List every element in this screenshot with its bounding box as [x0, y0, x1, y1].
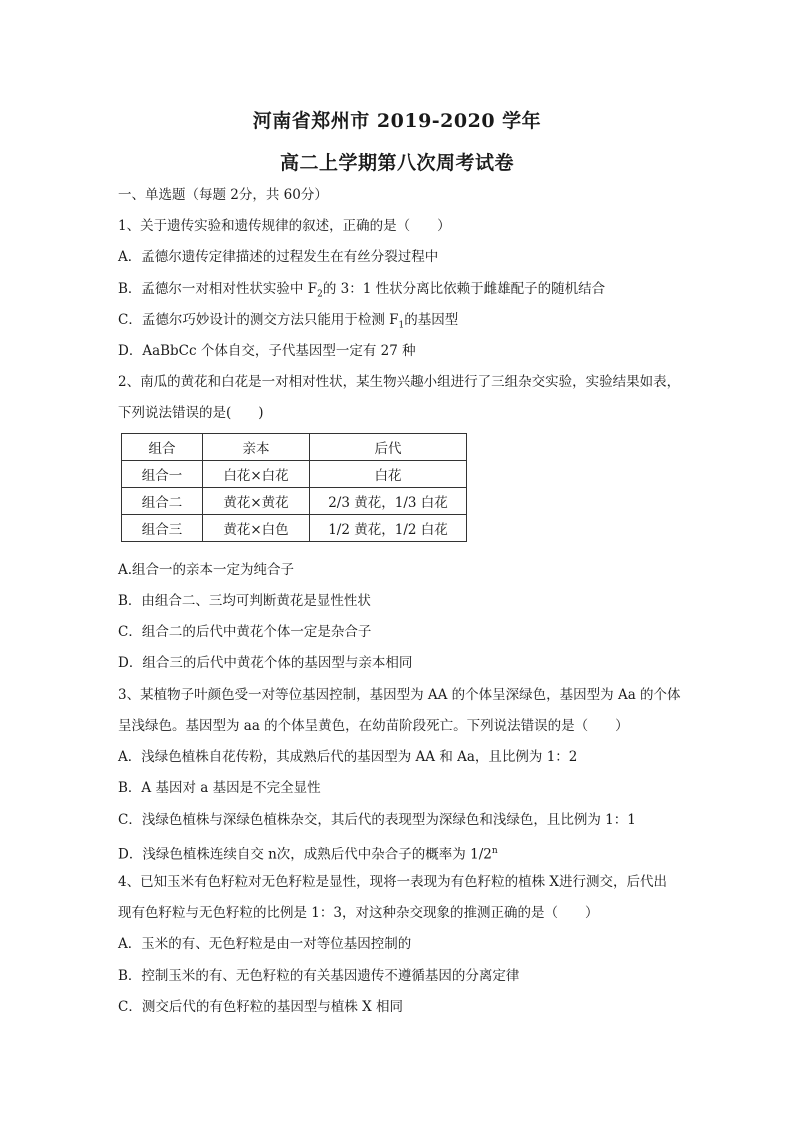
q1-option-b-pre: B．孟德尔一对相对性状实验中 F: [118, 281, 318, 297]
table-cell: 组合二: [122, 488, 203, 515]
table-cell: 组合一: [122, 461, 203, 488]
q1-option-c: [118, 311, 458, 335]
table-cell: 白花×白花: [203, 461, 310, 488]
table-cell: 黄花×白色: [203, 515, 310, 542]
table-cell: 1/2 黄花，1/2 白花: [310, 515, 467, 542]
q1-option-d: D．AaBbCc 个体自交，子代基因型一定有 27 种: [118, 343, 416, 359]
q1-option-b-post: 的 3：1 性状分离比依赖于雌雄配子的随机结合: [322, 281, 606, 297]
q4-option-b: B．控制玉米的有、无色籽粒的有关基因遗传不遵循基因的分离定律: [118, 968, 520, 984]
table-cell: 2/3 黄花，1/3 白花: [310, 488, 467, 515]
q1-option-c-post: 的基因型: [404, 312, 459, 328]
q4-option-c: C．测交后代的有色籽粒的基因型与植株 X 相同: [118, 999, 404, 1015]
q3-stem-line-2: 呈浅绿色。基因型为 aa 的个体呈黄色，在幼苗阶段死亡。下列说法错误的是（ ）: [118, 718, 629, 734]
q3-option-d-pre: D．浅绿色植株连续自交 n次，成熟后代中杂合子的概率为 1/2: [118, 846, 492, 863]
table-cell: 组合三: [122, 515, 203, 542]
table-cell: 白花: [310, 461, 467, 488]
q1-option-b-sub: 2: [317, 289, 323, 300]
q3-stem-line-1: 3、某植物子叶颜色受一对等位基因控制，基因型为 AA 的个体呈深绿色，基因型为 Aa 的个体: [118, 687, 681, 703]
q2-option-a: A.组合一的亲本一定为纯合子: [118, 562, 295, 578]
q2-option-b: B．由组合二、三均可判断黄花是显性性状: [118, 593, 371, 609]
q4-option-a: A．玉米的有、无色籽粒是由一对等位基因控制的: [118, 936, 412, 952]
q2-cross-table: [121, 433, 467, 542]
table-header-row: [122, 434, 467, 461]
table-header-cell: 后代: [310, 434, 467, 461]
q1-option-a: A．孟德尔遗传定律描述的过程发生在有丝分裂过程中: [118, 249, 439, 265]
q1-option-b: [118, 280, 605, 304]
q3-option-d-sup: n: [491, 846, 498, 856]
table-header-cell: 亲本: [203, 434, 310, 461]
q1-option-c-sub: 1: [398, 320, 405, 331]
q4-stem-line-2: 现有色籽粒与无色籽粒的比例是 1：3，对这种杂交现象的推测正确的是（ ）: [118, 905, 599, 921]
q2-option-c: C．组合二的后代中黄花个体一定是杂合子: [118, 624, 372, 640]
q1-option-c-pre: C．孟德尔巧妙设计的测交方法只能用于检测 F: [118, 312, 399, 328]
q4-stem-line-1: 4、已知玉米有色籽粒对无色籽粒是显性，现将一表现为有色籽粒的植株 X进行测交，后代出: [118, 874, 667, 890]
q3-option-c: C．浅绿色植株与深绿色植株杂交，其后代的表现型为深绿色和浅绿色，且比例为 1：1: [118, 812, 636, 828]
q3-option-d: [118, 842, 498, 864]
exam-title-line-2: 高二上学期第八次周考试卷: [279, 152, 514, 174]
table-row: [122, 488, 467, 515]
q3-option-a: A．浅绿色植株自花传粉，其成熟后代的基因型为 AA 和 Aa，且比例为 1：2: [118, 749, 578, 765]
q2-option-d: D．组合三的后代中黄花个体的基因型与亲本相同: [118, 655, 413, 671]
q2-stem-line-2: 下列说法错误的是( ): [118, 405, 264, 421]
table-row: [122, 515, 467, 542]
exam-title-line-1: 河南省郑州市 2019-2020 学年: [252, 110, 542, 132]
section-heading: 一、单选题（每题 2分，共 60分）: [118, 187, 328, 203]
table-cell: 黄花×黄花: [203, 488, 310, 515]
table-header-cell: 组合: [122, 434, 203, 461]
q2-stem-line-1: 2、南瓜的黄花和白花是一对相对性状，某生物兴趣小组进行了三组杂交实验，实验结果如表，: [118, 374, 681, 390]
table-row: [122, 461, 467, 488]
q3-option-b: B．A 基因对 a 基因是不完全显性: [118, 780, 321, 796]
q1-stem: 1、关于遗传实验和遗传规律的叙述，正确的是（ ）: [118, 218, 451, 234]
